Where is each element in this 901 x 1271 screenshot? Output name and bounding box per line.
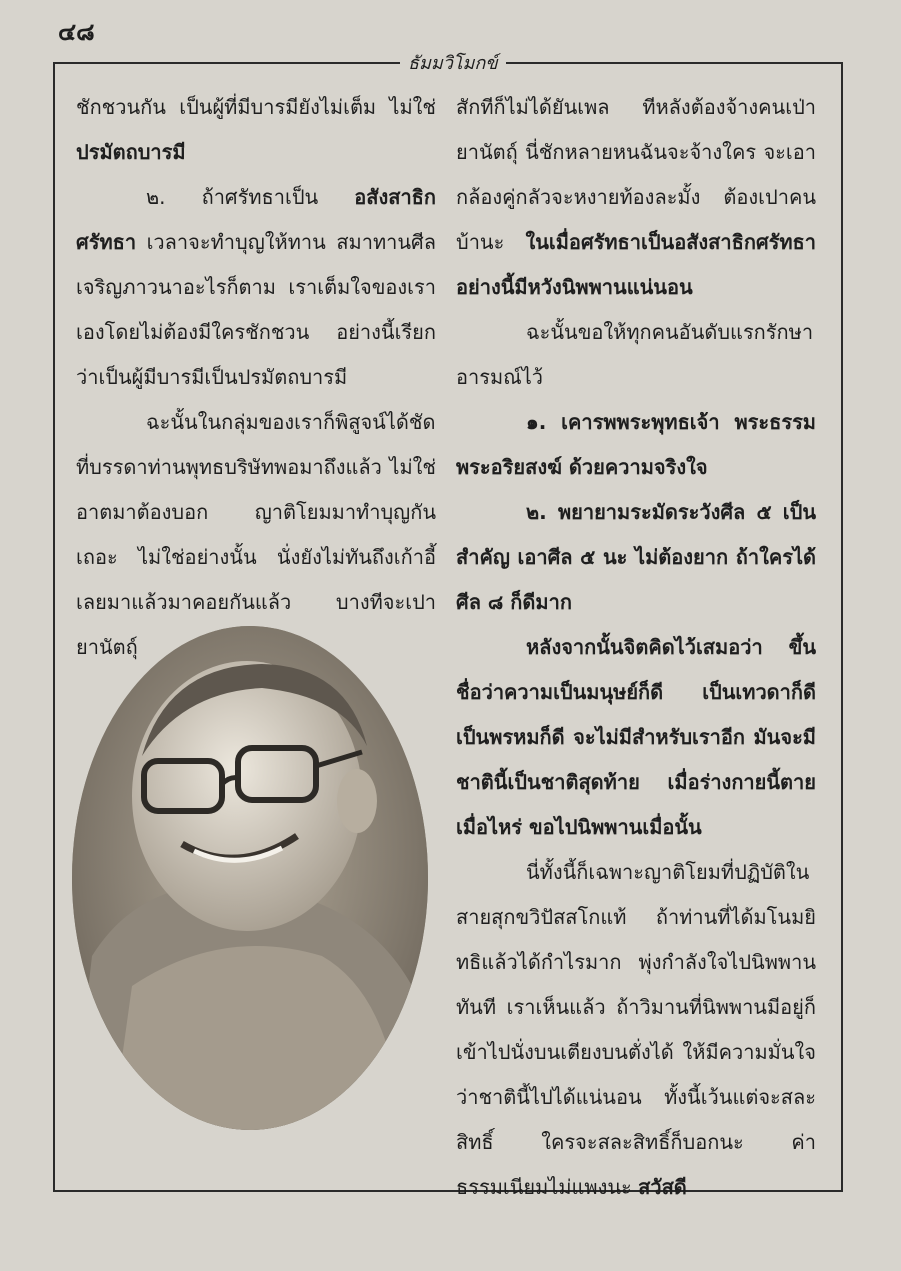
left-p1-text: ชักชวนกัน เป็นผู้ที่มีบารมียังไม่เต็ม ไม่ใช่ [76, 95, 436, 119]
left-paragraph-3: ฉะนั้นในกลุ่มของเราก็พิสูจน์ได้ชัด ที่บรรดาท่านพุทธบริษัทพอมาถึงแล้ว ไม่ใช่อาตมาต้องบอก ญาติโยมมาทำบุญกันเถอะ ไม่ใช่อย่างนั้น นั่งยังไม่ทันถึงเก้าอี้เลยมาแล้วมาคอยกันแล้ว บางทีจะเปายานัตถุ์ [76, 410, 436, 659]
portrait-illustration [72, 626, 428, 1130]
right-paragraph-4: ๒. พยายามระมัดระวังศีล ๕ เป็นสำคัญ เอาศีล ๕ นะ ไม่ต้องยาก ถ้าใครได้ศีล ๘ ก็ดีมาก [456, 500, 816, 614]
left-p2-rest: เวลาจะทำบุญให้ทาน สมาทานศีล เจริญภาวนาอะไรก็ตาม เราเต็มใจของเราเองโดยไม่ต้องมีใครชักชวน อย่างนี้เรียกว่าเป็นผู้มีบารมีเป็นปรมัตถบารมี [76, 230, 436, 389]
right-paragraph-1 [456, 85, 816, 310]
right-paragraph-6 [456, 850, 816, 1210]
running-header-title: ธัมมวิโมกข์ [400, 48, 506, 77]
right-p6-text: นี่ทั้งนี้ก็เฉพาะญาติโยมที่ปฏิบัติในสายสุกขวิปัสสโกแท้ ถ้าท่านที่ได้มโนมยิทธิแล้วได้กำไรมาก พุ่งกำลังใจไปนิพพานทันที เราเห็นแล้ว ถ้าวิมานที่นิพพานมีอยู่ก็เข้าไปนั่งบนเตียงบนตั่งได้ ให้มีความมั่นใจว่าชาตินี้ไปได้แน่นอน ทั้งนี้เว้นแต่จะสละสิทธิ์ ใครจะสละสิทธิ์ก็บอกนะ ค่าธรรมเนียมไม่แพงนะ [456, 860, 816, 1199]
right-p1-text: สักทีก็ไม่ได้ยันเพล ทีหลังต้องจ้างคนเป่ายานัตถุ์ นี่ชักหลายหนฉันจะจ้างใคร จะเอากล้องคู่กลัวจะหงายท้องละมั้ง ต้องเปาคนบ้านะ [456, 95, 816, 254]
left-p1-bold: ปรมัตถบารมี [76, 140, 186, 164]
monk-portrait-photo [72, 626, 428, 1130]
page-number: ๔๘ [58, 17, 95, 46]
left-paragraph-2 [76, 175, 436, 400]
right-column [456, 85, 816, 1210]
right-p1-bold: ในเมื่อศรัทธาเป็นอสังสาธิกศรัทธาอย่างนี้มีหวังนิพพานแน่นอน [456, 230, 816, 299]
left-p2-bold: อสังสาธิกศรัทธา [76, 185, 436, 254]
left-p2-prefix: ๒. ถ้าศรัทธาเป็น [146, 185, 355, 209]
left-paragraph-1 [76, 85, 436, 175]
right-paragraph-2: ฉะนั้นขอให้ทุกคนอันดับแรกรักษาอารมณ์ไว้ [456, 320, 814, 389]
right-p6-bold: สวัสดี [638, 1175, 687, 1199]
right-paragraph-3: ๑. เคารพพระพุทธเจ้า พระธรรม พระอริยสงฆ์ ด้วยความจริงใจ [456, 410, 816, 479]
left-column [76, 85, 436, 670]
right-paragraph-5: หลังจากนั้นจิตคิดไว้เสมอว่า ขึ้นชื่อว่าความเป็นมนุษย์ก็ดี เป็นเทวดาก็ดี เป็นพรหมก็ดี จะไม่มีสำหรับเราอีก มันจะมีชาตินี้เป็นชาติสุดท้าย เมื่อร่างกายนี้ตายเมื่อไหร่ ขอไปนิพพานเมื่อนั้น [456, 635, 816, 839]
